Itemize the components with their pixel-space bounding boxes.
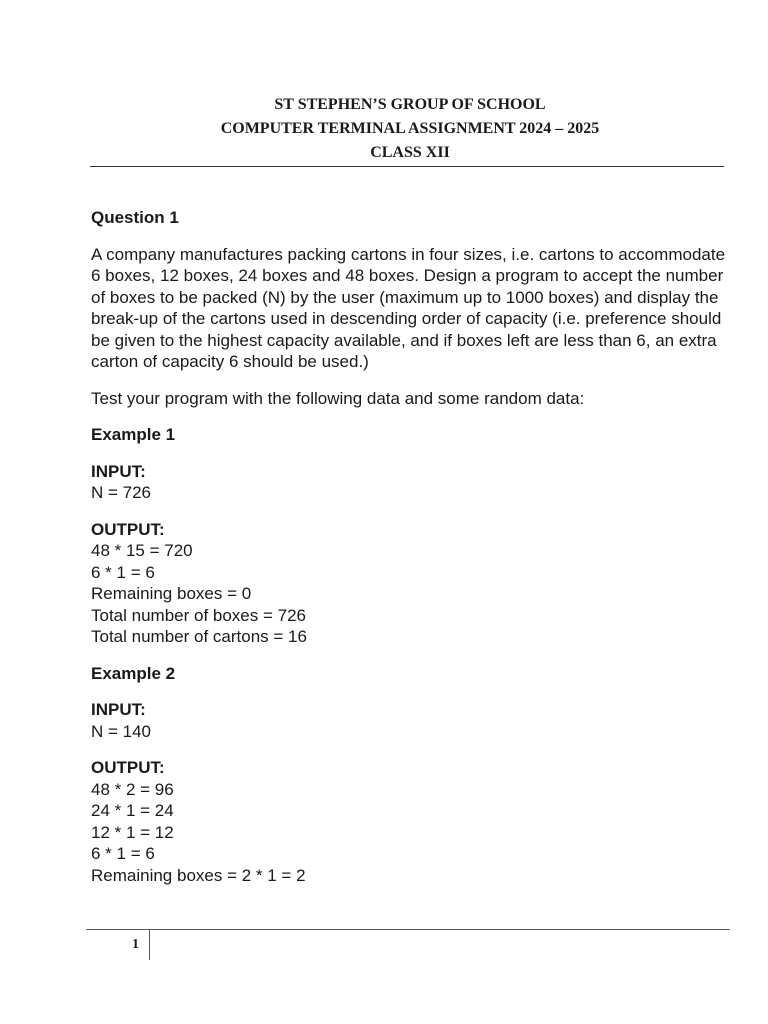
example-1-title: Example 1 <box>91 425 176 444</box>
example-1-input-value: N = 726 <box>91 483 152 502</box>
question-description: A company manufactures packing cartons in four sizes, i.e. cartons to accommodate 6 boxes, 12 boxes, 24 boxes and 48 boxes. Design a program to accept the number of boxes to be packed (N) by the user (maximum up to 1000 boxes) and display the break-up of the cartons used in descending order of capacity (i.e. preference should be given to the highest capacity available, and if boxes left are less than 6, an extra carton of capacity 6 should be used.) <box>91 244 726 371</box>
example-1-output-line: Remaining boxes = 0 <box>91 584 252 603</box>
class-label: CLASS XII <box>370 144 450 161</box>
footer-divider <box>86 929 730 930</box>
example-1-output-line: Total number of cartons = 16 <box>91 627 307 646</box>
example-2-output-line: 48 * 2 = 96 <box>91 779 174 799</box>
example-1-output-label: OUTPUT: <box>91 519 165 539</box>
example-2-input <box>91 699 731 742</box>
example-1-output-line: 6 * 1 = 6 <box>91 562 155 582</box>
example-1-output-line: Total number of boxes = 726 <box>91 605 306 625</box>
document-body <box>91 207 731 901</box>
assignment-title: COMPUTER TERMINAL ASSIGNMENT 2024 – 2025 <box>220 120 600 137</box>
question-title: Question 1 <box>91 208 179 227</box>
example-2-output-line: 24 * 1 = 24 <box>91 801 174 820</box>
example-2-output-line: 6 * 1 = 6 <box>91 844 155 863</box>
example-2-output-line: Remaining boxes = 2 * 1 = 2 <box>91 865 306 885</box>
test-instruction: Test your program with the following data and some random data: <box>91 388 585 408</box>
example-2-input-value: N = 140 <box>91 721 152 741</box>
page-number: 1 <box>132 937 139 952</box>
school-name: ST STEPHEN’S GROUP OF SCHOOL <box>274 96 546 113</box>
header-divider <box>90 166 724 167</box>
example-2-title: Example 2 <box>91 663 176 683</box>
example-2-input-label: INPUT: <box>91 700 146 719</box>
example-1-output-line: 48 * 15 = 720 <box>91 541 193 560</box>
document-header <box>90 93 730 165</box>
example-1-output <box>91 519 731 648</box>
example-1-input <box>91 461 731 504</box>
example-2-output <box>91 757 731 886</box>
example-2-output-label: OUTPUT: <box>91 758 165 777</box>
example-2-output-line: 12 * 1 = 12 <box>91 822 174 842</box>
page-number-divider <box>149 930 150 960</box>
example-1-input-label: INPUT: <box>91 461 146 481</box>
